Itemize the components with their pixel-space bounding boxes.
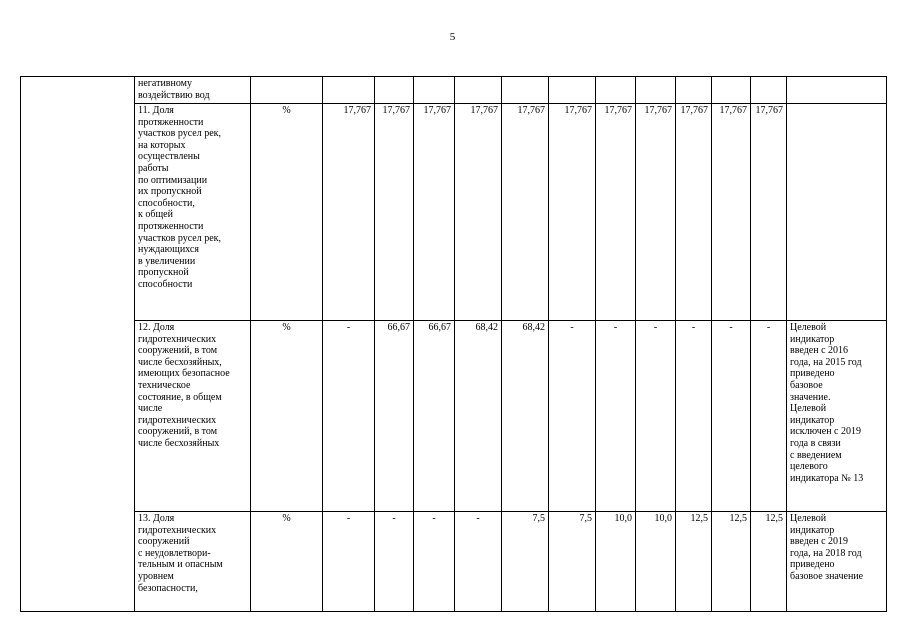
note-cell [787,77,887,104]
note-line: индикатора № 13 [790,472,864,484]
note-line: индикатор [790,524,835,536]
table-row [21,104,887,321]
indicator-name-line: числе бесхозяйных, [138,356,222,368]
indicator-name-line: тельным и опасным [138,559,223,571]
indicator-name-line: участков русел рек, [138,128,222,140]
note-line: с введением [790,449,842,461]
note-line: введен с 2016 [790,345,849,357]
value-cell: 7,5 [549,512,596,612]
note-line: исключен с 2019 [790,426,861,438]
indicator-name-line: 13. Доля [138,513,175,524]
note-line: индикатор [790,333,835,345]
unit-cell: % [251,104,323,321]
value-cell: - [414,512,455,612]
indicators-table [20,76,887,612]
value-cell: 17,767 [414,104,455,321]
indicator-name-cell [135,321,251,512]
indicator-name-line: к общей [138,209,173,221]
value-cell [636,77,676,104]
note-line: года в связи [790,437,841,449]
indicator-name-line: на которых [138,139,186,151]
note-line: значение. [790,391,831,403]
value-cell [751,77,787,104]
note-line: базовое значение [790,570,864,582]
value-cell: 17,767 [375,104,414,321]
indicator-name-line: нуждающихся [138,244,199,256]
value-cell: 66,67 [414,321,455,512]
value-cell: 17,767 [549,104,596,321]
note-cell [787,321,887,512]
section-cell [21,77,135,612]
table-body [21,77,887,612]
value-cell: - [676,321,712,512]
value-cell: 17,767 [596,104,636,321]
indicator-name-line: протяженности [138,116,204,128]
indicator-name-line: способности [138,278,193,290]
value-cell: 17,767 [323,104,375,321]
indicator-name-line: в увеличении [138,255,196,267]
indicator-name-line: с неудовлетвори- [138,547,211,559]
indicator-name-line: способности, [138,197,195,209]
indicator-name-cell [135,104,251,321]
value-cell [502,77,549,104]
indicator-name-line: воздействию вод [138,89,210,101]
value-cell: 17,767 [676,104,712,321]
indicator-name-line: уровнем [138,570,174,582]
note-line: целевого [790,461,828,473]
indicator-name-cell [135,512,251,612]
unit-cell [251,77,323,104]
value-cell: 12,5 [712,512,751,612]
value-cell: 17,767 [455,104,502,321]
value-cell: 17,767 [712,104,751,321]
note-line: Целевой [790,322,827,333]
note-line: введен с 2019 [790,536,849,548]
indicator-name-line: числе бесхозяйных [138,437,220,449]
value-cell: 7,5 [502,512,549,612]
value-cell [455,77,502,104]
note-line: Целевой [790,403,827,415]
value-cell: 17,767 [502,104,549,321]
indicator-name-cell [135,77,251,104]
indicator-name-line: сооружений [138,536,190,548]
value-cell: - [636,321,676,512]
value-cell: - [596,321,636,512]
value-cell [414,77,455,104]
value-cell [375,77,414,104]
indicator-name-line: техническое [138,379,191,391]
note-line: индикатор [790,414,835,426]
value-cell: 10,0 [596,512,636,612]
note-line: приведено [790,368,835,380]
note-line: базовое [790,379,823,391]
indicator-name-line: безопасности, [138,582,198,594]
indicator-name-line: работы [138,162,169,174]
indicator-name-line: гидротехнических [138,524,217,536]
note-line: Целевой [790,513,827,524]
table-row-continuation [21,77,887,104]
value-cell [676,77,712,104]
value-cell [323,77,375,104]
indicator-name-line: протяженности [138,220,204,232]
indicator-name-line: имеющих безопасное [138,368,230,380]
value-cell: 17,767 [636,104,676,321]
indicator-name-line: числе [138,403,163,415]
note-cell [787,104,887,321]
table-row [21,512,887,612]
value-cell: 68,42 [502,321,549,512]
table-row [21,321,887,512]
value-cell [549,77,596,104]
indicator-name-line: состояние, в общем [138,391,222,403]
indicator-name-line: по оптимизации [138,174,208,186]
value-cell [712,77,751,104]
value-cell: 12,5 [676,512,712,612]
indicator-name-line: 11. Доля [138,105,174,116]
indicator-name-line: гидротехнических [138,333,217,345]
value-cell: - [549,321,596,512]
indicator-name-line: осуществлены [138,151,200,163]
indicator-name-line: сооружений, в том [138,345,218,357]
indicator-name-line: пропускной [138,267,189,279]
note-line: приведено [790,559,835,571]
note-cell [787,512,887,612]
value-cell: - [323,512,375,612]
unit-cell: % [251,321,323,512]
value-cell [596,77,636,104]
page-number: 5 [449,31,456,43]
note-line: года, на 2018 год [790,547,862,559]
note-line: года, на 2015 год [790,356,862,368]
indicator-name-line: участков русел рек, [138,232,222,244]
value-cell: 17,767 [751,104,787,321]
value-cell: 10,0 [636,512,676,612]
value-cell: - [751,321,787,512]
value-cell: 12,5 [751,512,787,612]
indicator-name-line: их пропускной [138,186,202,198]
value-cell: - [375,512,414,612]
value-cell: 66,67 [375,321,414,512]
value-cell: 68,42 [455,321,502,512]
unit-cell: % [251,512,323,612]
value-cell: - [712,321,751,512]
indicator-name-line: сооружений, в том [138,426,218,438]
indicator-name-line: негативному [138,78,193,89]
value-cell: - [323,321,375,512]
indicator-name-line: 12. Доля [138,322,175,333]
value-cell: - [455,512,502,612]
indicator-name-line: гидротехнических [138,414,217,426]
